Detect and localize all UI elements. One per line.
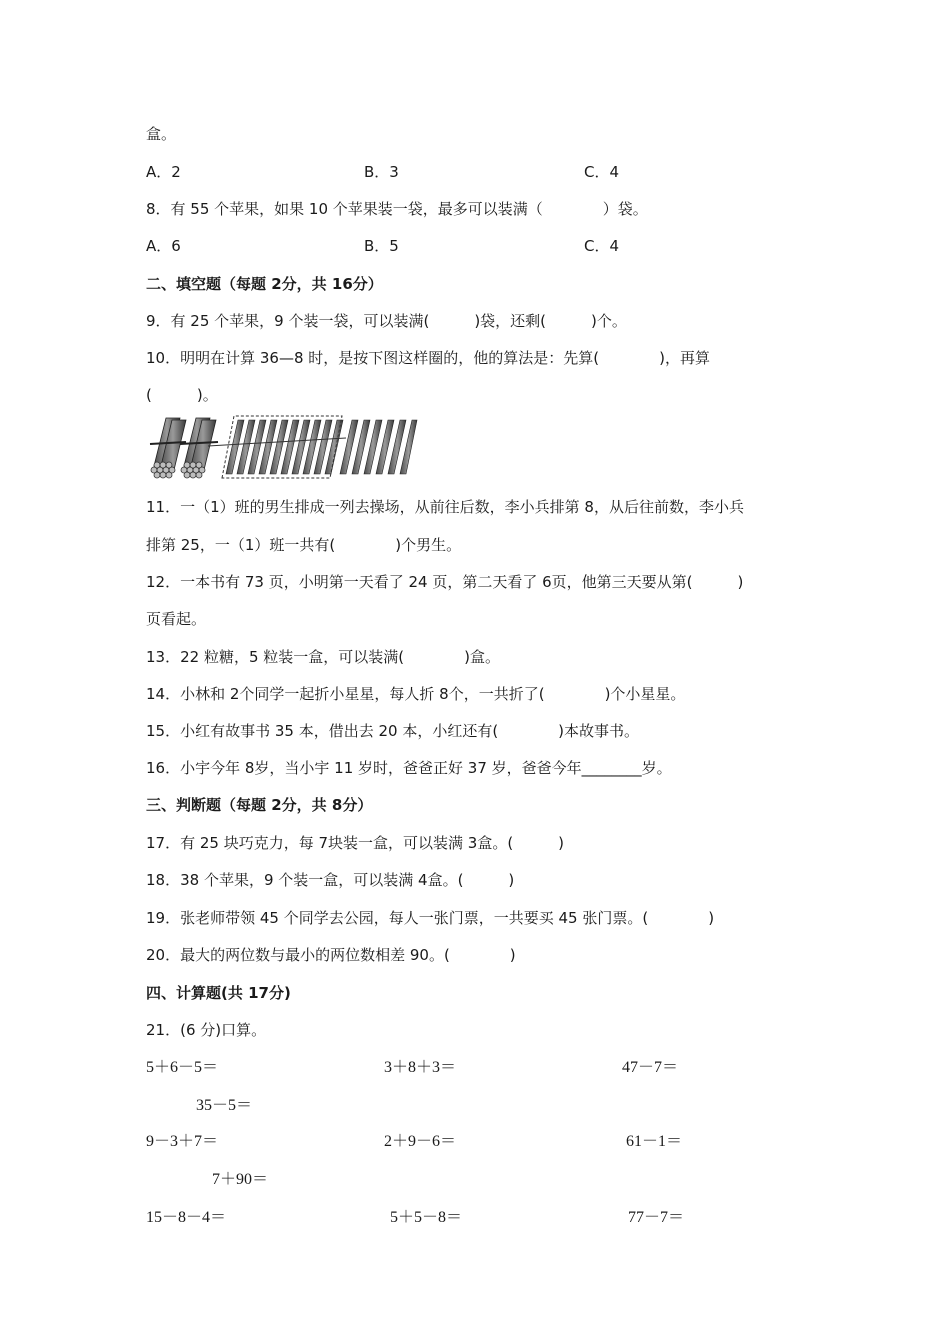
stick-bundle-2 <box>180 418 218 478</box>
question-10-line-2: ( )。 <box>146 386 218 404</box>
question-15: 15．小红有故事书 35 本，借出去 20 本，小红还有( )本故事书。 <box>146 722 640 740</box>
calc-r1-extra: 35－5＝ <box>196 1097 253 1114</box>
loose-sticks-group-1 <box>226 420 343 474</box>
question-11-line-2: 排第 25，一（1）班一共有( )个男生。 <box>146 536 462 554</box>
q7-option-a: A．2 <box>146 163 181 181</box>
calc-r1-c3: 47－7＝ <box>622 1059 679 1076</box>
section-3-title: 三、判断题（每题 2分，共 8分） <box>146 796 373 814</box>
question-20: 20．最大的两位数与最小的两位数相差 90。( ) <box>146 946 516 964</box>
calc-r2-c1: 9－3＋7＝ <box>146 1133 219 1150</box>
calc-r3-c1: 15－8－4＝ <box>146 1209 227 1226</box>
bundled-sticks-figure <box>146 414 418 480</box>
question-19: 19．张老师带领 45 个同学去公园，每人一张门票，一共要买 45 张门票。( ) <box>146 909 715 927</box>
question-8: 8．有 55 个苹果，如果 10 个苹果装一袋，最多可以装满（ ）袋。 <box>146 200 648 218</box>
question-21: 21．(6 分)口算。 <box>146 1021 267 1039</box>
calc-r2-extra: 7＋90＝ <box>212 1171 269 1188</box>
question-11-line-1: 11．一（1）班的男生排成一列去操场，从前往后数，李小兵排第 8，从后往前数，李小兵 <box>146 498 744 516</box>
calc-r3-c3: 77－7＝ <box>628 1209 685 1226</box>
section-4-title: 四、计算题(共 17分) <box>146 984 291 1002</box>
calc-r3-c2: 5＋5－8＝ <box>390 1209 463 1226</box>
question-10-line-1: 10．明明在计算 36—8 时，是按下图这样圈的，他的算法是：先算( )，再算 <box>146 349 710 367</box>
question-12-line-1: 12．一本书有 73 页，小明第一天看了 24 页，第二天看了 6页，他第三天要从第( ) <box>146 573 744 591</box>
q8-option-a: A．6 <box>146 237 181 255</box>
q7-option-c: C．4 <box>584 163 620 181</box>
q7-option-b: B．3 <box>364 163 399 181</box>
calc-r1-c1: 5＋6－5＝ <box>146 1059 219 1076</box>
question-18: 18．38 个苹果，9 个装一盒，可以装满 4盒。( ) <box>146 871 515 889</box>
q7-tail: 盒。 <box>146 125 177 143</box>
question-12-line-2: 页看起。 <box>146 610 207 628</box>
question-13: 13．22 粒糖，5 粒装一盒，可以装满( )盒。 <box>146 648 500 666</box>
question-16: 16．小宇今年 8岁，当小宇 11 岁时，爸爸正好 37 岁，爸爸今年________岁。 <box>146 759 672 777</box>
stick-bundle-1 <box>150 418 186 478</box>
q8-option-b: B．5 <box>364 237 399 255</box>
loose-sticks-group-2 <box>340 420 417 474</box>
calc-r2-c3: 61－1＝ <box>626 1133 683 1150</box>
q8-option-c: C．4 <box>584 237 620 255</box>
calc-r1-c2: 3＋8＋3＝ <box>384 1059 457 1076</box>
section-2-title: 二、填空题（每题 2分，共 16分） <box>146 275 383 293</box>
calc-r2-c2: 2＋9－6＝ <box>384 1133 457 1150</box>
question-9: 9．有 25 个苹果，9 个装一袋，可以装满( )袋，还剩( )个。 <box>146 312 627 330</box>
question-17: 17．有 25 块巧克力，每 7块装一盒，可以装满 3盒。( ) <box>146 834 565 852</box>
question-14: 14．小林和 2个同学一起折小星星，每人折 8个，一共折了( )个小星星。 <box>146 685 686 703</box>
